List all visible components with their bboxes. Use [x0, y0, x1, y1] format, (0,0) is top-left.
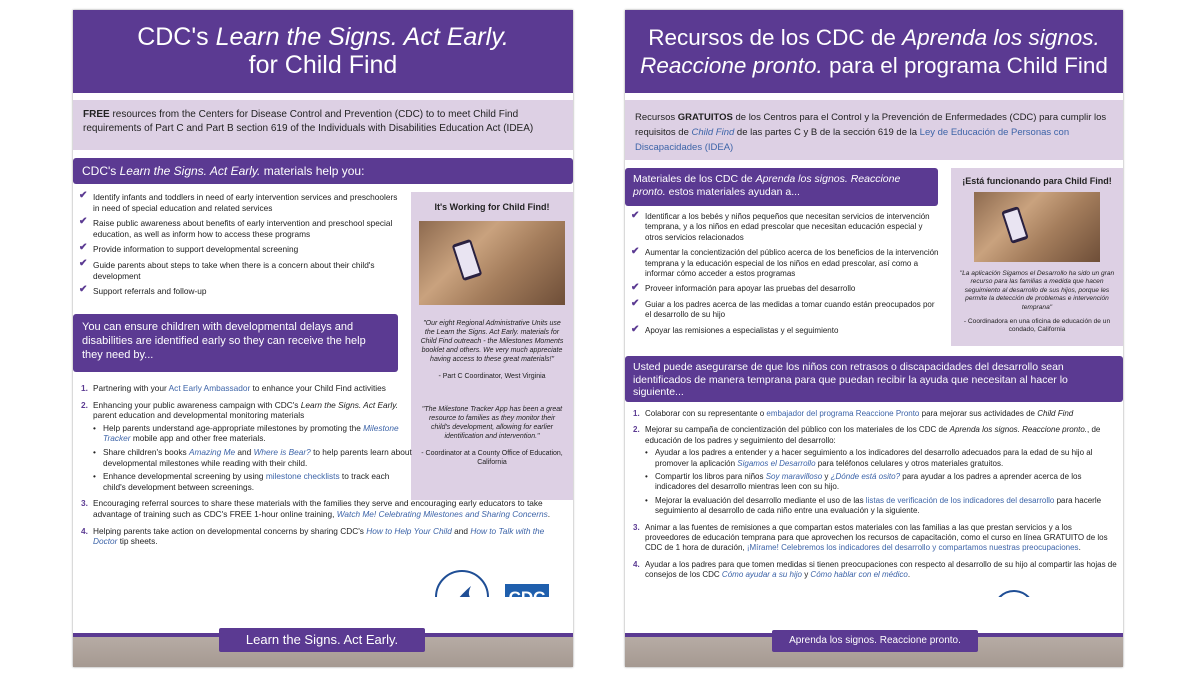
- how-to-help-your-child-link[interactable]: How to Help Your Child: [366, 525, 452, 536]
- spanish-checklist: [631, 212, 939, 341]
- list-item: • Help parents understand age-appropriate milestones by promoting the Milestone Tracker mobile app and other free materials.: [93, 422, 399, 444]
- list-item: 3. Encouraging referral sources to share these materials with the families they serve and encouraging early educators to take advantage of training such as CDC's FREE 1-hour online training, Watch Me! Celebrating Milestones and Sharing Concerns.: [81, 498, 551, 519]
- spanish-steps: [633, 409, 1117, 587]
- where-is-bear-link[interactable]: Where is Bear?: [253, 446, 311, 457]
- spanish-title-line2: Reaccione pronto. para el programa Child Find: [640, 53, 1108, 78]
- list-item: ✔ Identify infants and toddlers in need of early intervention services and preschoolers in need of special education and related services: [79, 190, 398, 213]
- list-item: ✔ Aumentar la concientización del público acerca de los beneficios de la intervención temprana y la educación especial de los niños en edad prescolar, así como a informar cómo acceder a estos programas: [631, 246, 939, 279]
- mirame-training-link[interactable]: ¡Mírame! Celebremos los indicadores del desarrollo y compartamos nuestras preocupaciones: [746, 543, 1079, 553]
- spanish-ensure-heading: Usted puede asegurarse de que los niños con retrasos o discapacidades del desarrollo sean identificados de manera temprana para que puedan recibir la ayuda que necesitan al hacer lo siguiente...: [625, 356, 1123, 402]
- list-item: ✔ Support referrals and follow-up: [79, 284, 207, 297]
- sidebar-title: It's Working for Child Find!: [434, 202, 550, 212]
- english-title-line2: for Child Find: [248, 51, 398, 79]
- list-item: ✔ Apoyar las remisiones a especialistas y el seguimiento: [631, 323, 839, 335]
- english-materials-heading: CDC's Learn the Signs. Act Early. materials help you:: [73, 158, 573, 184]
- watch-me-training-link[interactable]: Watch Me! Celebrating Milestones and Sharing Concerns: [336, 508, 548, 519]
- act-early-ambassador-link[interactable]: Act Early Ambassador: [168, 383, 251, 393]
- english-title-line1: CDC's Learn the Signs. Act Early.: [137, 23, 509, 51]
- soy-maravilloso-link[interactable]: Soy maravilloso: [765, 472, 823, 482]
- spanish-testimonial-sidebar: [951, 168, 1123, 346]
- milestone-tracker-link[interactable]: Milestone Tracker: [103, 422, 399, 444]
- list-item: ✔ Raise public awareness about benefits of early intervention and preschool special education, as well as inform how to access these programs: [79, 216, 393, 239]
- sidebar-attribution: - Part C Coordinator, West Virginia: [438, 373, 546, 380]
- list-item: 4. Ayudar a los padres para que tomen medidas si tienen preocupaciones con respecto al desarrollo de su hijo al compartir las hojas de consejos de los CDC Cómo ayudar a su hijo y Cómo hablar con el médico.: [633, 559, 1117, 580]
- list-item: • Enhance developmental screening by using milestone checklists to track each child's development between screenings.: [93, 471, 390, 492]
- idea-law-link[interactable]: Ley de Educación de Personas con Discapacidades (IDEA): [635, 127, 1070, 153]
- donde-esta-osito-link[interactable]: ¿Dónde está osito?: [830, 472, 901, 482]
- list-item: 1. Partnering with your Act Early Ambassador to enhance your Child Find activities: [81, 383, 386, 393]
- sidebar-attribution: - Coordinator at a County Office of Education, California: [421, 450, 563, 466]
- spanish-materials-heading: Materiales de los CDC de Aprenda los signos. Reaccione pronto. estos materiales ayudan a...: [625, 168, 938, 206]
- como-ayudar-link[interactable]: Cómo ayudar a su hijo: [721, 570, 802, 580]
- sigamos-el-desarrollo-link[interactable]: Sigamos el Desarrollo: [737, 458, 816, 468]
- check-icon: ✔: [79, 190, 88, 201]
- list-item: 4. Helping parents take action on developmental concerns by sharing CDC's How to Help Your Child and How to Talk with the Doctor tip sheets.: [81, 525, 545, 547]
- list-item: • Share children's books Amazing Me and Where is Bear? to help parents learn about developmental milestones while reading with their child.: [93, 446, 412, 468]
- list-item: • Mejorar la evaluación del desarrollo mediante el uso de las listas de verificación de los indicadores del desarrollo para hacerle seguimiento al desarrollo de cada niño entre una evaluación y la siguiente.: [645, 495, 1102, 516]
- spanish-title-line1: Recursos de los CDC de Aprenda los signos.: [648, 25, 1100, 50]
- child-with-phone-photo: [419, 221, 565, 305]
- english-flyer: [73, 10, 573, 667]
- english-steps: [81, 383, 565, 553]
- spanish-flyer: [625, 10, 1123, 667]
- sidebar-quote: "The Milestone Tracker App has been a great resource to families as they monitor their child's development, allowing for earlier identification and intervention.": [421, 406, 563, 440]
- list-item: 3. Animar a las fuentes de remisiones a que compartan estos materiales con las familias a las que prestan servicios y a los proveedores de educación temprana para que aprovechen los recursos de capacitación, como el curso en línea GRATUITO de los CDC de 1 hora de duración, ¡Mírame! Celebremos los indicadores del desarrollo y compartamos nuestras preocupaciones.: [633, 522, 1108, 553]
- check-icon: ✔: [631, 210, 640, 221]
- english-checklist: [79, 192, 399, 302]
- sidebar-attribution: - Coordinadora en una oficina de educación de un condado, California: [963, 318, 1111, 334]
- spanish-intro: Recursos GRATUITOS de los Centros para el Control y la Prevención de Enfermedades (CDC) para cumplir los requisitos de Child Find de las partes C y B de la sección 619 de la Ley de Educación de Personas con Discapacidades (IDEA): [625, 100, 1123, 160]
- ambassador-link[interactable]: embajador del programa Reaccione Pronto: [766, 409, 920, 418]
- english-title-banner: [73, 10, 573, 93]
- english-intro: FREE resources from the Centers for Disease Control and Prevention (CDC) to to meet Child Find requirements of Part C and Part B section 619 of the Individuals with Disabilities Education Act (IDEA): [73, 100, 573, 150]
- check-icon: ✔: [79, 242, 88, 254]
- how-to-talk-with-doctor-link[interactable]: How to Talk with the Doctor: [93, 525, 545, 547]
- child-find-link[interactable]: Child Find: [691, 127, 735, 138]
- list-item: 2. Mejorar su campaña de concientización del público con los materiales de los CDC de Aprenda los signos. Reaccione pronto., de educación de los padres y seguimiento del desarrollo: • Ayudar a los padres a entender y a hacer seguimiento a los indicadores del desarrollo adecuados para la edad de su hijo al promover la aplicación Sigamos el Desarrollo para teléfonos celulares y otros materiales gratuitos. • Compartir los libros para niños Soy maravilloso y ¿Dónde está osito? para ayudar a los padres a aprender acerca de los indicadores del desarrollo mientras leen con su hijo. • Mejorar la evaluación del desarrollo mediante el uso de las listas de verificación de los indicadores del desarrollo para hacerle seguimiento al desarrollo de cada niño entre una evaluación y la siguiente.: [633, 425, 1117, 516]
- check-icon: ✔: [631, 323, 640, 335]
- phone-icon: [452, 239, 483, 281]
- check-icon: ✔: [631, 297, 640, 309]
- sidebar-quote: "Our eight Regional Administrative Units use the Learn the Signs. Act Early. materials for Child Find outreach - the Milestones Moments booklet and others. We very much appreciate having access to these great materials!": [420, 320, 564, 363]
- english-tagline: Learn the Signs. Act Early.: [219, 628, 425, 652]
- list-item: ✔ Guiar a los padres acerca de las medidas a tomar cuando están preocupados por el desarrollo de su hijo: [631, 297, 935, 320]
- como-hablar-link[interactable]: Cómo hablar con el médico: [810, 570, 908, 580]
- sidebar-quote: "La aplicación Sigamos el Desarrollo ha sido un gran recurso para las familias a medida que hacen seguimiento al desarrollo de sus hijos, porque les permite la detección de problemas e intervención temprana": [959, 270, 1115, 311]
- amazing-me-link[interactable]: Amazing Me: [188, 446, 236, 457]
- list-item: ✔ Guide parents about steps to take when there is a concern about their child's development: [79, 257, 375, 281]
- list-item: ✔ Proveer información para apoyar las pruebas del desarrollo: [631, 282, 856, 294]
- list-item: • Ayudar a los padres a entender y a hacer seguimiento a los indicadores del desarrollo adecuados para la edad de su hijo al promover la aplicación Sigamos el Desarrollo para teléfonos celulares y otros materiales gratuitos.: [645, 448, 1093, 468]
- list-item: ✔ Identificar a los bebés y niños pequeños que necesitan servicios de intervención temprana, y a los niños en edad prescolar que necesitan educación especial y otros servicios relacionados: [631, 210, 930, 242]
- checklists-link[interactable]: listas de verificación de los indicadores del desarrollo: [865, 495, 1055, 505]
- list-item: 2. Enhancing your public awareness campaign with CDC's Learn the Signs. Act Early. parent education and developmental monitoring materials • Help parents understand age-appropriate milestones by promoting the Milestone Tracker mobile app and other free materials. • Share children's books Amazing Me and Where is Bear? to help parents learn about developmental milestones while reading with their child. • Enhance developmental screening by using milestone checklists to track each child's development between screenings.: [81, 399, 412, 492]
- spanish-title-banner: [625, 10, 1123, 93]
- list-item: • Compartir los libros para niños Soy maravilloso y ¿Dónde está osito? para ayudar a los padres a aprender acerca de los indicadores del desarrollo mientras leen con su hijo.: [645, 472, 1082, 492]
- child-with-phone-photo: [974, 192, 1100, 262]
- milestone-checklists-link[interactable]: milestone checklists: [265, 471, 340, 482]
- check-icon: ✔: [631, 246, 640, 258]
- check-icon: ✔: [631, 282, 640, 294]
- check-icon: ✔: [79, 284, 88, 296]
- list-item: 1. Colaborar con su representante o embajador del programa Reaccione Pronto para mejorar sus actividades de Child Find: [633, 409, 1074, 418]
- spanish-tagline: Aprenda los signos. Reaccione pronto.: [772, 630, 978, 652]
- check-icon: ✔: [79, 216, 88, 228]
- list-item: ✔ Provide information to support developmental screening: [79, 242, 299, 255]
- check-icon: ✔: [79, 257, 88, 269]
- sidebar-title: ¡Está funcionando para Child Find!: [962, 176, 1112, 186]
- english-ensure-heading: You can ensure children with developmental delays and disabilities are identified early so they can receive the help they need by...: [73, 314, 398, 372]
- phone-icon: [1001, 206, 1029, 244]
